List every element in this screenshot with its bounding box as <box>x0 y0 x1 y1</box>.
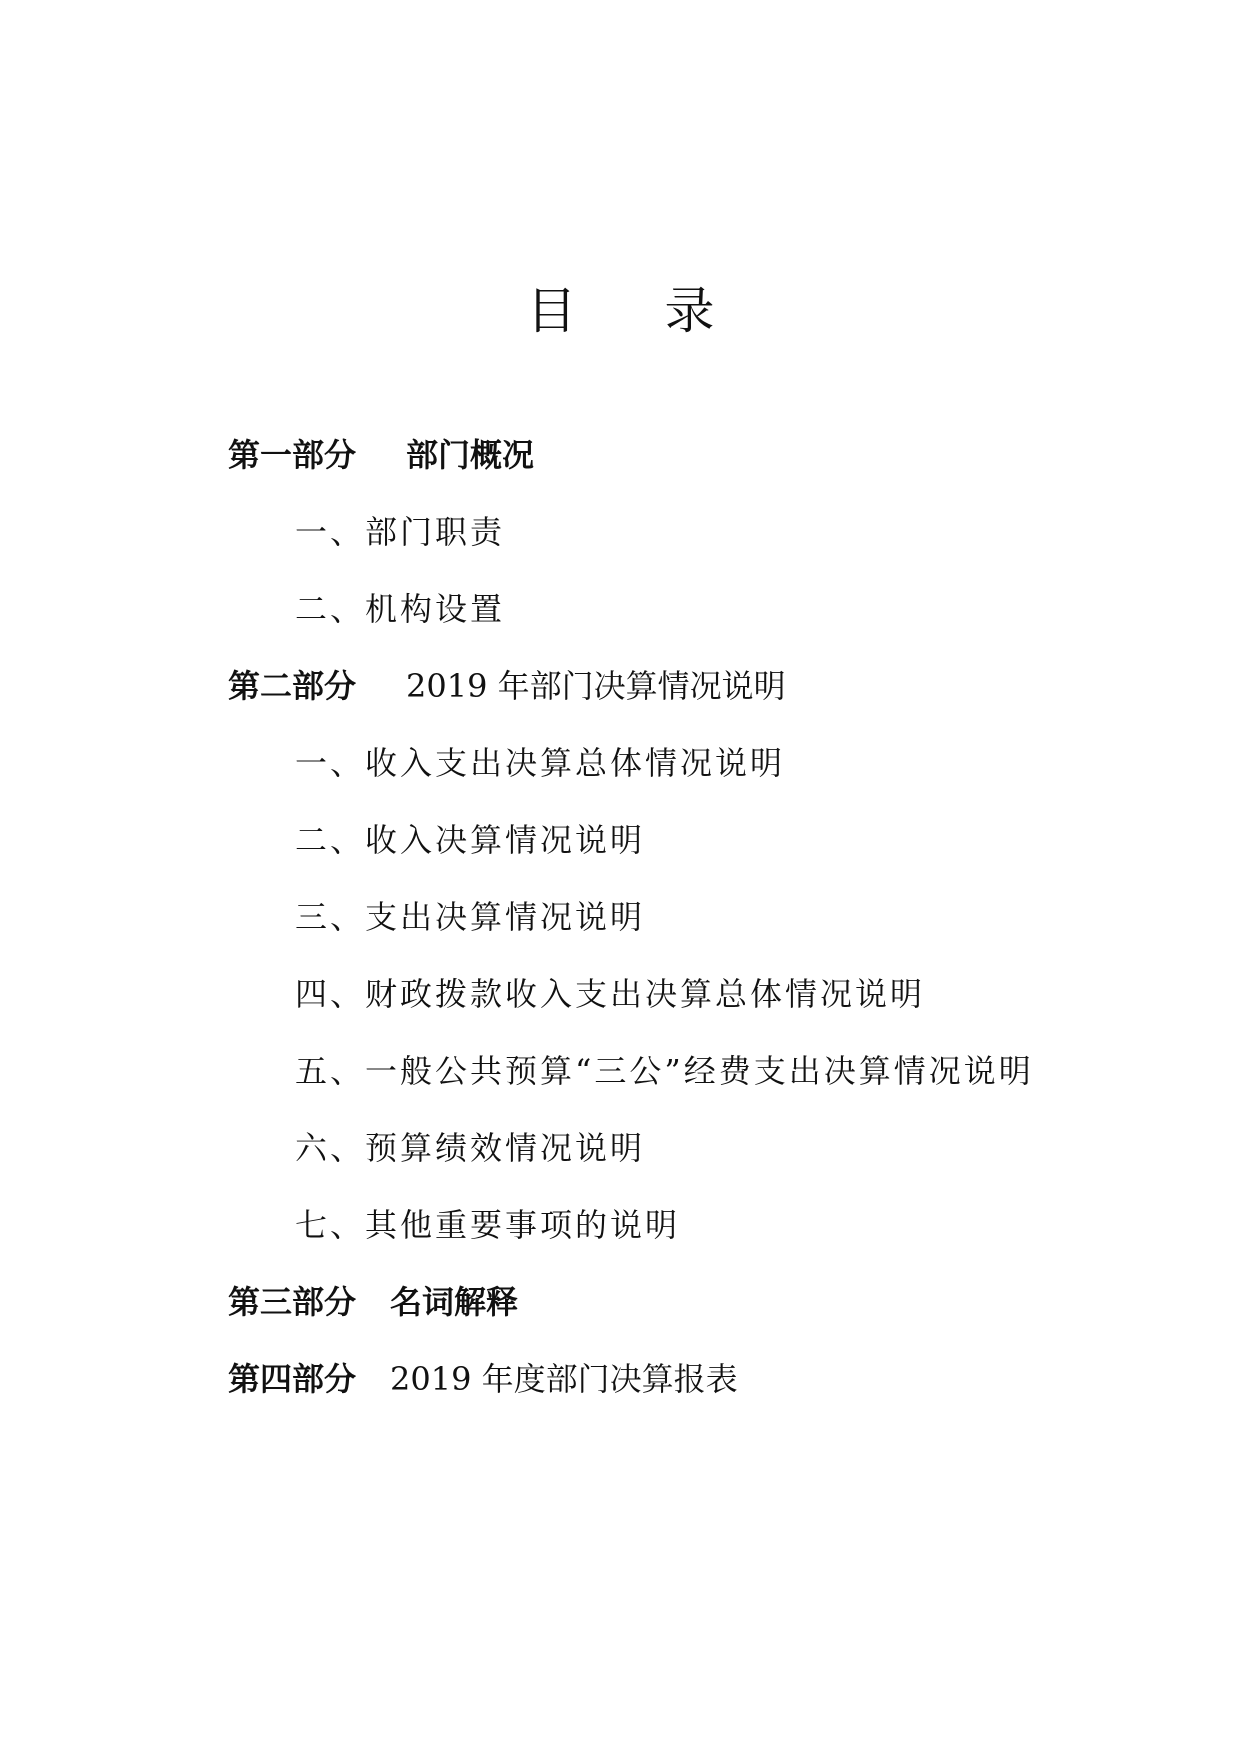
toc-part-3 <box>0 1277 1241 1354</box>
toc-part-4 <box>0 1354 1241 1431</box>
toc-part-1-label: 第一部分 <box>228 436 357 474</box>
toc-part-4-title: 2019 年度部门决算报表 <box>390 1360 738 1398</box>
toc-part-2-item-7: 七、其他重要事项的说明 <box>295 1206 681 1244</box>
toc-part-2-item-1: 一、收入支出决算总体情况说明 <box>295 744 786 782</box>
toc-part-4-label: 第四部分 <box>228 1360 357 1398</box>
page-title <box>0 278 1241 344</box>
table-of-contents <box>0 430 1241 1431</box>
toc-part-2-item-3: 三、支出决算情况说明 <box>295 898 646 936</box>
toc-part-3-label: 第三部分 <box>228 1283 357 1321</box>
toc-part-1-title: 部门概况 <box>406 436 535 474</box>
toc-part-2 <box>0 661 1241 738</box>
toc-part-2-title: 2019 年部门决算情况说明 <box>406 667 786 705</box>
toc-part-2-item-4: 四、财政拨款收入支出决算总体情况说明 <box>295 975 926 1013</box>
toc-part-2-item-2: 二、收入决算情况说明 <box>295 821 646 859</box>
toc-part-1 <box>0 430 1241 507</box>
toc-part-1-item-1: 一、部门职责 <box>295 513 506 551</box>
title-char-1: 目 <box>526 282 577 340</box>
toc-part-1-item-2: 二、机构设置 <box>295 590 506 628</box>
toc-part-2-item-6: 六、预算绩效情况说明 <box>295 1129 646 1167</box>
title-char-2: 录 <box>664 282 715 340</box>
toc-part-2-item-5: 五、一般公共预算“三公”经费支出决算情况说明 <box>295 1052 1034 1090</box>
toc-part-3-title: 名词解释 <box>390 1283 519 1321</box>
toc-part-2-label: 第二部分 <box>228 667 357 705</box>
